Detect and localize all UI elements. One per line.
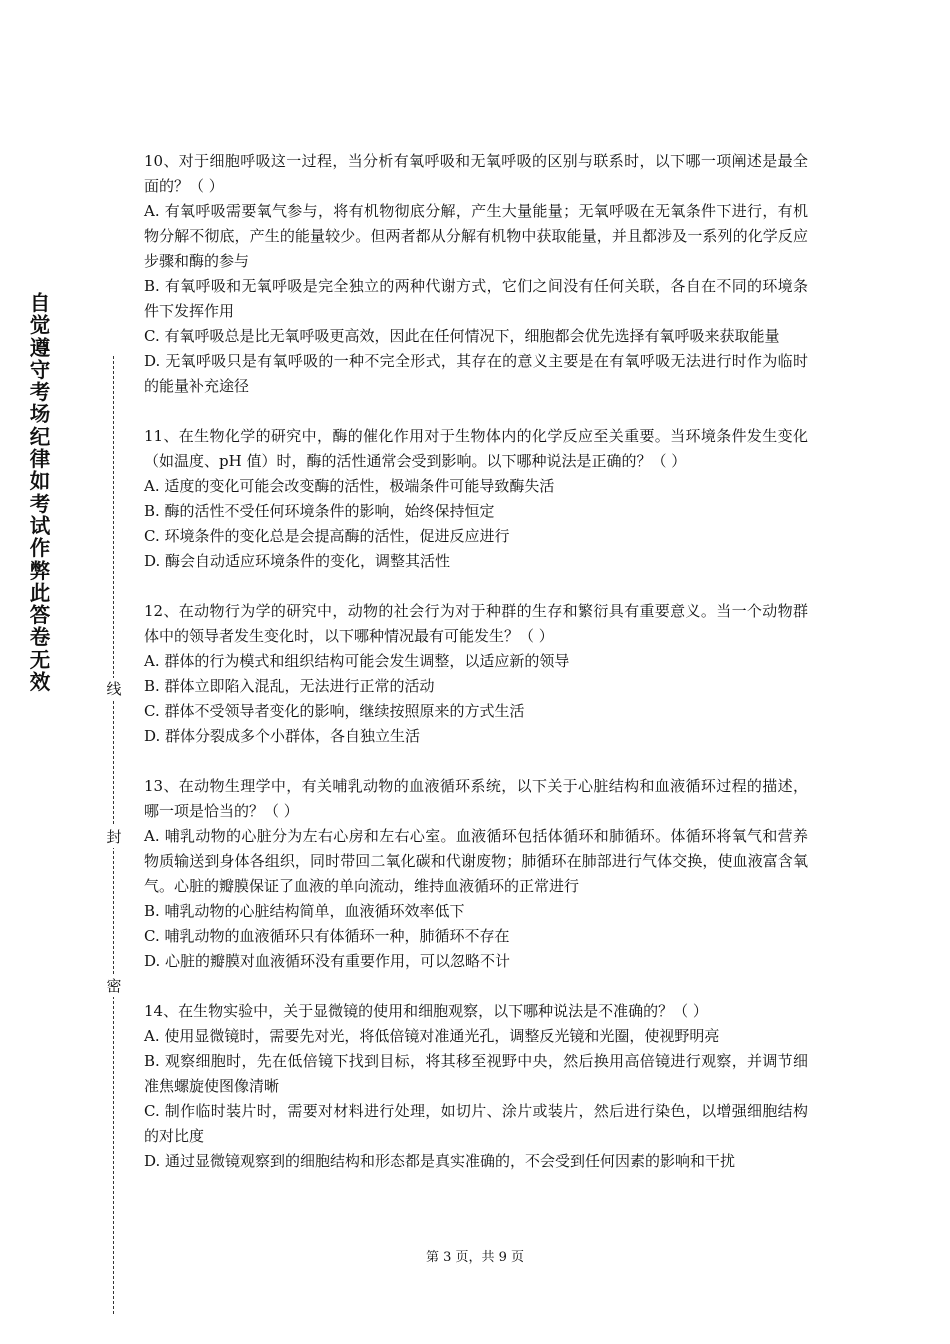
option-b: B. 有氧呼吸和无氧呼吸是完全独立的两种代谢方式，它们之间没有任何关联，各自在不同的环境条件下发挥作用 [144, 277, 808, 320]
seal-label-secret: 密 [104, 975, 124, 997]
option-c: C. 环境条件的变化总是会提高酶的活性，促进反应进行 [144, 527, 510, 545]
option-d: D. 群体分裂成多个小群体，各自独立生活 [144, 727, 421, 745]
option-d: D. 通过显微镜观察到的细胞结构和形态都是真实准确的，不会受到任何因素的影响和干扰 [144, 1152, 736, 1170]
option-c: C. 群体不受领导者变化的影响，继续按照原来的方式生活 [144, 702, 525, 720]
option-c: C. 制作临时装片时，需要对材料进行处理，如切片、涂片或装片，然后进行染色，以增强细胞结构的对比度 [144, 1102, 808, 1145]
option-d: D. 心脏的瓣膜对血液循环没有重要作用，可以忽略不计 [144, 952, 511, 970]
option-d: D. 酶会自动适应环境条件的变化，调整其活性 [144, 552, 451, 570]
option-b: B. 群体立即陷入混乱，无法进行正常的活动 [144, 677, 435, 695]
question-stem: 14、在生物实验中，关于显微镜的使用和细胞观察，以下哪种说法是不准确的？（ ） [144, 1002, 708, 1020]
question-11 [144, 424, 808, 574]
option-b: B. 酶的活性不受任何环境条件的影响，始终保持恒定 [144, 502, 495, 520]
option-d: D. 无氧呼吸只是有氧呼吸的一种不完全形式，其存在的意义主要是在有氧呼吸无法进行时作为临时的能量补充途径 [144, 352, 808, 395]
option-c: C. 有氧呼吸总是比无氧呼吸更高效，因此在任何情况下，细胞都会优先选择有氧呼吸来获取能量 [144, 327, 780, 345]
option-a: A. 使用显微镜时，需要先对光，将低倍镜对准通光孔，调整反光镜和光圈，使视野明亮 [144, 1027, 720, 1045]
option-a: A. 适度的变化可能会改变酶的活性，极端条件可能导致酶失活 [144, 477, 555, 495]
option-a: A. 哺乳动物的心脏分为左右心房和左右心室。血液循环包括体循环和肺循环。体循环将氧气和营养物质输送到身体各组织，同时带回二氧化碳和代谢废物；肺循环在肺部进行气体交换，使血液富含氧气。心脏的瓣膜保证了血液的单向流动，维持血液循环的正常进行 [144, 827, 808, 895]
seal-label-seal: 封 [104, 826, 124, 848]
seal-label-line: 线 [104, 678, 124, 700]
question-13 [144, 774, 808, 974]
question-stem: 13、在动物生理学中，有关哺乳动物的血液循环系统，以下关于心脏结构和血液循环过程的描述，哪一项是恰当的？（ ） [144, 777, 808, 820]
exam-discipline-warning: 自觉遵守考场纪律如考试作弊此答卷无效 [29, 291, 51, 695]
question-stem: 12、在动物行为学的研究中，动物的社会行为对于种群的生存和繁衍具有重要意义。当一个动物群体中的领导者发生变化时，以下哪种情况最有可能发生？（ ） [144, 602, 808, 645]
option-b: B. 观察细胞时，先在低倍镜下找到目标，将其移至视野中央，然后换用高倍镜进行观察，并调节细准焦螺旋使图像清晰 [144, 1052, 808, 1095]
question-12 [144, 599, 808, 749]
question-14 [144, 999, 808, 1174]
question-10 [144, 149, 808, 399]
page-number-footer: 第 3 页，共 9 页 [425, 1250, 525, 1265]
question-stem: 11、在生物化学的研究中，酶的催化作用对于生物体内的化学反应至关重要。当环境条件发生变化（如温度、pH 值）时，酶的活性通常会受到影响。以下哪种说法是正确的？（ ） [144, 427, 808, 470]
question-list [144, 149, 808, 1199]
option-c: C. 哺乳动物的血液循环只有体循环一种，肺循环不存在 [144, 927, 510, 945]
option-a: A. 有氧呼吸需要氧气参与，将有机物彻底分解，产生大量能量；无氧呼吸在无氧条件下进行，有机物分解不彻底，产生的能量较少。但两者都从分解有机物中获取能量，并且都涉及一系列的化学反应步骤和酶的参与 [144, 202, 808, 270]
question-stem: 10、对于细胞呼吸这一过程，当分析有氧呼吸和无氧呼吸的区别与联系时，以下哪一项阐述是最全面的？（ ） [144, 152, 808, 195]
option-a: A. 群体的行为模式和组织结构可能会发生调整，以适应新的领导 [144, 652, 570, 670]
option-b: B. 哺乳动物的心脏结构简单，血液循环效率低下 [144, 902, 465, 920]
